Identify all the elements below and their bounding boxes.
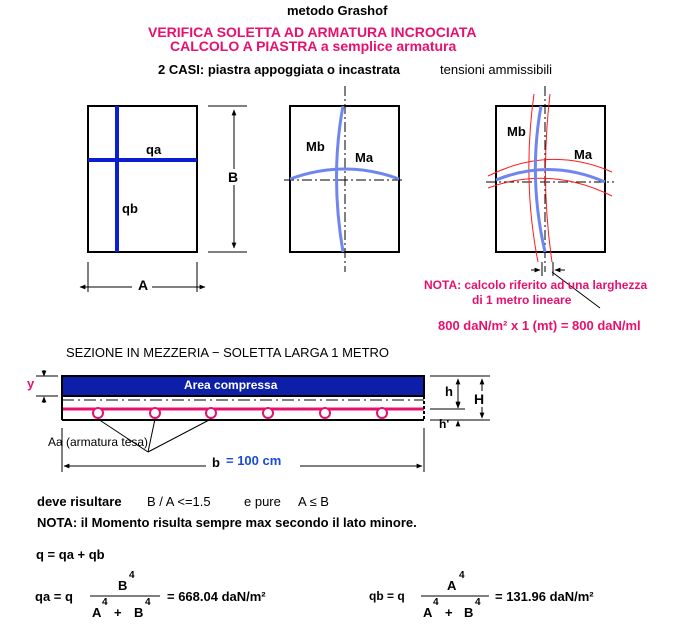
qa-den-a: A [92,605,102,620]
qb-numerator: A [447,578,457,593]
qb-formula-lhs: qb = q [369,589,405,603]
dim-b-label: B [228,169,239,185]
ma-curve [496,169,605,182]
qa-den-plus: + [114,605,122,620]
rebar-5 [320,408,330,418]
mb-curve [337,106,344,252]
page-subtitle: CALCOLO A PIASTRA a semplice armatura [170,38,457,54]
h-prime-label: h' [439,417,450,431]
ma-label: Ma [355,150,374,165]
plate-load-diagram [80,106,247,292]
rebar-1 [93,408,103,418]
mb-curve [535,106,545,252]
condition-ratio: B / A <=1.5 [147,494,211,509]
qb-den-a: A [423,605,433,620]
ma-envelope-bottom [488,178,612,196]
rebar-4 [263,408,273,418]
rebar-2 [150,408,160,418]
page-title: VERIFICA SOLETTA AD ARMATURA INCROCIATA [148,24,477,40]
qa-numerator-exp: 4 [129,570,135,581]
qb-den-a-exp: 4 [433,597,439,608]
leader-3 [148,419,211,452]
qb-label: qb [122,201,138,216]
load-sum-formula: q = qa + qb [36,547,105,562]
qb-numerator-exp: 4 [459,570,465,581]
cases-label: 2 CASI: piastra appoggiata o incastrata [158,62,401,77]
qb-den-plus: + [445,605,453,620]
stress-method-label: tensioni ammissibili [440,62,552,77]
qb-den-b-exp: 4 [475,597,481,608]
rebar-3 [206,408,216,418]
note-line1: NOTA: calcolo riferito ad una larghezza [424,278,648,292]
note-formula: 800 daN/m² x 1 (mt) = 800 daN/ml [438,318,641,333]
compressed-area-label: Area compressa [184,378,278,392]
h-label: h [445,384,453,399]
rebar-6 [377,408,387,418]
qb-result: = 131.96 daN/m² [495,589,594,604]
qa-formula-lhs: qa = q [35,589,73,604]
condition-mid: e pure [244,494,281,509]
ma-label-fixed: Ma [574,147,593,162]
method-label: metodo Grashof [287,3,388,18]
ma-envelope-top [488,159,612,176]
moment-diagram-fixed [486,86,614,308]
qa-den-b-exp: 4 [145,597,151,608]
condition-prefix: deve risultare [37,494,122,509]
width-value: = 100 cm [226,453,282,468]
moment-diagram-supported [284,86,405,272]
qa-numerator: B [118,578,128,593]
qb-den-b: B [464,605,474,620]
H-label: H [474,391,485,407]
moment-note: NOTA: il Momento risulta sempre max secondo il lato minore. [37,515,417,530]
y-label: y [27,376,35,391]
section-title: SEZIONE IN MEZZERIA − SOLETTA LARGA 1 METRO [66,345,390,360]
mb-label: Mb [306,139,325,154]
leader-2 [148,419,155,452]
qa-den-b: B [134,605,144,620]
qa-label: qa [146,142,162,157]
qa-den-a-exp: 4 [102,597,108,608]
mb-label-fixed: Mb [507,124,526,139]
qa-result: = 668.04 daN/m² [167,589,266,604]
plate-outline [88,106,197,252]
note-line2: di 1 metro lineare [472,293,572,307]
dim-a-label: A [138,277,149,293]
rebar-label: Aa (armatura tesa) [48,435,149,449]
condition-inequality: A ≤ B [298,494,329,509]
width-b-label: b [212,455,220,470]
